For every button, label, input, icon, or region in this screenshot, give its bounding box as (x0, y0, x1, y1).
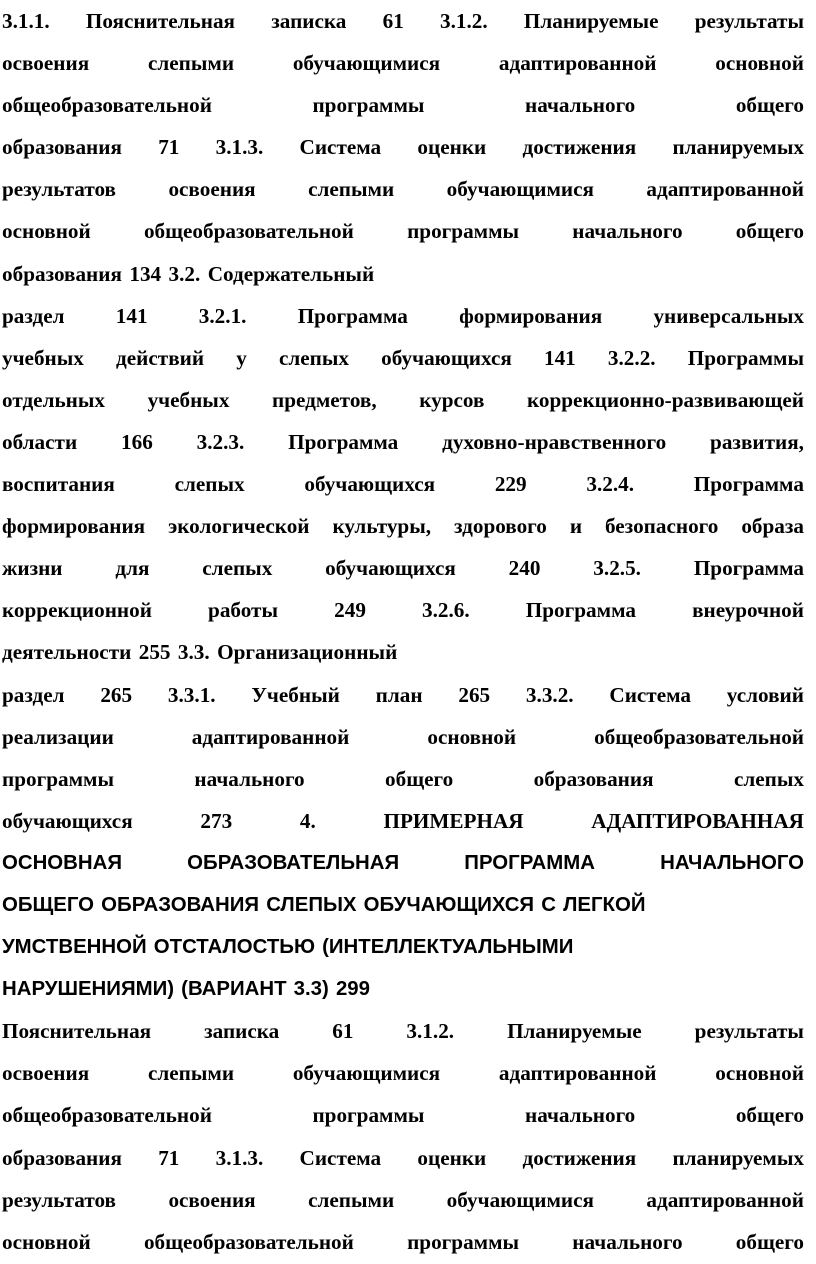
text-word: 3.3. (177, 640, 210, 665)
text-word: 273 (200, 808, 233, 833)
text-word: (ВАРИАНТ (181, 978, 287, 1001)
text-word: ПРОГРАММА (464, 851, 595, 874)
text-word: планируемых (672, 1145, 804, 1170)
toc-text-body (2, 0, 804, 1263)
text-word: Система (609, 682, 691, 707)
text-line (2, 1010, 804, 1052)
text-word: 3.2.2. (607, 345, 656, 370)
text-line (2, 716, 804, 758)
text-word: Программа (693, 472, 804, 497)
text-word: слепыми (147, 1061, 235, 1086)
text-word: результатов (2, 177, 116, 202)
text-word: 240 (508, 556, 541, 581)
text-word: обучающимися (292, 51, 441, 76)
text-word: Содержательный (207, 261, 375, 286)
text-word: 3.2.5. (593, 556, 641, 581)
text-word: 3.2.1. (198, 303, 247, 328)
text-line (2, 631, 804, 673)
text-word: культуры, (332, 514, 432, 539)
text-word: основной (2, 1229, 91, 1254)
text-word: общеобразовательной (594, 724, 804, 749)
text-line (2, 884, 804, 926)
text-word: 229 (494, 472, 527, 497)
text-word: программы (407, 219, 520, 244)
text-line (2, 589, 804, 631)
text-word: действий (116, 345, 205, 370)
text-word: общего (735, 1229, 804, 1254)
text-word: обучающимися (446, 1187, 594, 1212)
text-word: образа (741, 514, 804, 539)
text-word: адаптированной (498, 1061, 657, 1086)
text-word: НАРУШЕНИЯМИ) (2, 978, 175, 1001)
text-line (2, 337, 804, 379)
text-word: ОСНОВНАЯ (2, 851, 123, 874)
text-word: основной (2, 219, 91, 244)
text-line (2, 547, 804, 589)
text-line (2, 842, 804, 884)
text-word: здорового (454, 514, 547, 539)
text-word: слепыми (308, 1187, 395, 1212)
text-word: программы (2, 766, 114, 791)
text-word: отдельных (2, 387, 105, 412)
text-word: образования (2, 1145, 122, 1170)
text-word: области (2, 429, 78, 454)
text-word: 265 (458, 682, 491, 707)
text-word: 3.2.4. (586, 472, 635, 497)
text-word: план (375, 682, 423, 707)
text-word: общего (735, 93, 804, 118)
text-word: условий (726, 682, 804, 707)
text-word: обучающимися (292, 1061, 441, 1086)
text-word: программы (312, 93, 425, 118)
text-word: 3.1.2. (406, 1019, 455, 1044)
text-word: 3.3.2. (525, 682, 574, 707)
text-word: обучающихся (325, 556, 456, 581)
text-word: 3.1.3. (215, 135, 264, 160)
text-word: результаты (694, 1019, 804, 1044)
text-word: освоения (168, 1187, 256, 1212)
text-word: 141 (115, 303, 148, 328)
text-word: для (115, 556, 150, 581)
text-word: планируемых (672, 135, 804, 160)
text-word: общего (735, 219, 804, 244)
text-word: 3.3) (293, 978, 329, 1001)
text-word: обучающихся (381, 345, 512, 370)
text-word: коррекционно-развивающей (526, 387, 804, 412)
text-word: 3.2.3. (196, 429, 245, 454)
text-line (2, 758, 804, 800)
text-word: безопасного (604, 514, 719, 539)
text-line (2, 968, 804, 1010)
text-word: ЛЕГКОЙ (563, 893, 646, 916)
text-word: у (236, 345, 247, 370)
text-word: освоения (2, 1061, 90, 1086)
text-line (2, 1137, 804, 1179)
text-line (2, 1052, 804, 1094)
text-line (2, 421, 804, 463)
text-word: записка (271, 9, 347, 33)
text-word: программы (407, 1229, 520, 1254)
text-line (2, 42, 804, 84)
text-word: адаптированной (498, 51, 657, 76)
text-word: слепых (733, 766, 804, 791)
text-word: СЛЕПЫХ (266, 893, 357, 916)
text-word: экологической (168, 514, 310, 539)
text-line (2, 295, 804, 337)
text-word: образования (533, 766, 654, 791)
text-word: слепых (174, 472, 245, 497)
text-word: слепыми (308, 177, 395, 202)
text-line (2, 463, 804, 505)
text-word: 3.1.2. (440, 9, 488, 33)
text-word: ОБЩЕГО (2, 893, 95, 916)
text-word: воспитания (2, 472, 115, 497)
text-word: учебных (2, 345, 84, 370)
text-word: жизни (2, 556, 63, 581)
text-word: формирования (2, 514, 146, 539)
text-word: Система (299, 135, 382, 160)
text-word: Программа (288, 429, 399, 454)
text-line (2, 800, 804, 842)
text-word: 3.3.1. (167, 682, 216, 707)
text-word: 71 (158, 1145, 180, 1170)
text-word: 61 (382, 9, 404, 33)
text-word: адаптированной (646, 1187, 804, 1212)
text-word: 141 (543, 345, 576, 370)
text-word: обучающихся (2, 808, 133, 833)
text-line (2, 1179, 804, 1221)
text-word: начального (525, 1103, 636, 1128)
text-word: достижения (522, 135, 637, 160)
text-word: результатов (2, 1187, 116, 1212)
text-word: слепых (202, 556, 273, 581)
text-word: достижения (522, 1145, 637, 1170)
text-word: слепых (278, 345, 349, 370)
text-word: ОБРАЗОВАТЕЛЬНАЯ (187, 851, 400, 874)
text-word: Программа (693, 556, 804, 581)
text-line (2, 168, 804, 210)
text-word: (ИНТЕЛЛЕКТУАЛЬНЫМИ (322, 936, 574, 959)
text-word: УМСТВЕННОЙ (2, 936, 147, 959)
text-word: 4. (299, 808, 316, 833)
text-word: раздел (2, 303, 65, 328)
text-word: работы (208, 598, 279, 623)
text-word: 3.2. (168, 261, 201, 286)
text-word: образования (2, 135, 122, 160)
text-word: адаптированной (191, 724, 350, 749)
text-word: оценки (417, 135, 487, 160)
text-line (2, 926, 804, 968)
text-word: и (569, 514, 583, 539)
text-line (2, 253, 804, 295)
text-word: Организационный (217, 640, 398, 665)
text-word: духовно-нравственного (442, 429, 667, 454)
text-word: общеобразовательной (2, 93, 212, 118)
text-word: освоения (2, 51, 90, 76)
text-word: ОБУЧАЮЩИХСЯ (363, 893, 535, 916)
text-word: начального (572, 1229, 683, 1254)
text-word: обучающихся (304, 472, 436, 497)
text-line (2, 84, 804, 126)
text-word: 71 (158, 135, 180, 160)
text-word: общеобразовательной (143, 1229, 354, 1254)
text-word: 3.1.3. (215, 1145, 264, 1170)
text-word: ОТСТАЛОСТЬЮ (153, 936, 315, 959)
text-word: 265 (100, 682, 133, 707)
text-word: основной (427, 724, 517, 749)
text-word: 255 (138, 640, 171, 665)
text-word: основной (715, 1061, 804, 1086)
text-line (2, 1094, 804, 1136)
text-word: обучающимися (446, 177, 594, 202)
text-line (2, 379, 804, 421)
text-word: внеурочной (692, 598, 804, 623)
text-word: Учебный (251, 682, 340, 707)
text-word: курсов (419, 387, 485, 412)
text-word: ПРИМЕРНАЯ (383, 808, 524, 833)
text-word: учебных (147, 387, 230, 412)
text-word: освоения (168, 177, 256, 202)
text-word: 299 (335, 978, 370, 1001)
text-word: АДАПТИРОВАННАЯ (591, 808, 804, 833)
text-word: общего (735, 1103, 804, 1128)
text-word: формирования (459, 303, 603, 328)
text-word: 249 (334, 598, 366, 623)
text-word: 166 (121, 429, 153, 454)
text-word: Программа (525, 598, 636, 623)
text-word: общеобразовательной (143, 219, 354, 244)
text-word: образования (2, 261, 122, 286)
text-word: коррекционной (2, 598, 152, 623)
text-line (2, 505, 804, 547)
text-word: программы (312, 1103, 425, 1128)
text-word: предметов, (272, 387, 377, 412)
text-word: С (541, 893, 556, 916)
text-word: Программа (297, 303, 408, 328)
text-word: начального (572, 219, 683, 244)
text-word: адаптированной (646, 177, 804, 202)
text-line (2, 0, 804, 42)
text-word: оценки (417, 1145, 487, 1170)
text-word: Планируемые (523, 9, 659, 33)
text-word: основной (715, 51, 804, 76)
text-word: начального (525, 93, 636, 118)
text-word: записка (204, 1019, 280, 1044)
text-word: развития, (710, 429, 804, 454)
text-word: результаты (694, 9, 804, 33)
text-word: ОБРАЗОВАНИЯ (101, 893, 260, 916)
text-word: реализации (2, 724, 114, 749)
text-word: Пояснительная (85, 9, 236, 33)
text-word: Система (299, 1145, 382, 1170)
text-word: НАЧАЛЬНОГО (660, 851, 804, 874)
text-word: 61 (332, 1019, 354, 1044)
text-word: раздел (2, 682, 65, 707)
text-word: Пояснительная (2, 1019, 152, 1044)
text-word: 3.1.1. (2, 9, 50, 33)
text-line (2, 674, 804, 716)
text-line (2, 210, 804, 252)
text-word: общеобразовательной (2, 1103, 212, 1128)
text-word: слепыми (147, 51, 235, 76)
text-word: 3.2.6. (422, 598, 470, 623)
text-line (2, 126, 804, 168)
text-word: начального (194, 766, 305, 791)
text-word: Программы (687, 345, 804, 370)
text-word: Планируемые (507, 1019, 642, 1044)
text-word: 134 (129, 261, 162, 286)
text-word: общего (385, 766, 454, 791)
text-word: деятельности (2, 640, 132, 665)
text-line (2, 1221, 804, 1263)
text-word: универсальных (653, 303, 804, 328)
